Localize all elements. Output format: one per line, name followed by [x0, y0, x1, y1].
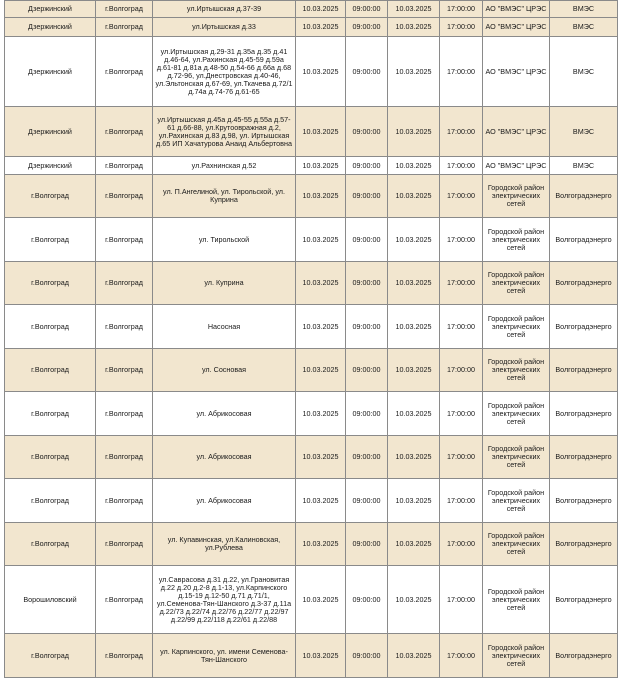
start-date-cell: 10.03.2025 [296, 18, 346, 37]
table-row [5, 479, 618, 523]
start-time-cell: 09:00:00 [346, 18, 388, 37]
district-cell: г.Волгоград [5, 175, 96, 218]
end-date-cell: 10.03.2025 [388, 392, 440, 436]
district-cell: Дзержинский [5, 107, 96, 157]
table-row [5, 436, 618, 479]
district-cell: Дзержинский [5, 18, 96, 37]
company-cell: Волгоградэнерго [550, 523, 618, 566]
start-date-cell: 10.03.2025 [296, 1, 346, 18]
end-date-cell: 10.03.2025 [388, 218, 440, 262]
end-date-cell: 10.03.2025 [388, 1, 440, 18]
settlement-cell: г.Волгоград [96, 392, 153, 436]
start-time-cell: 09:00:00 [346, 566, 388, 634]
start-time-cell: 09:00:00 [346, 37, 388, 107]
start-date-cell: 10.03.2025 [296, 523, 346, 566]
address-cell: ул. Сосновая [153, 349, 296, 392]
company-cell: Волгоградэнерго [550, 349, 618, 392]
grid-unit-cell: Городской район электрических сетей [483, 566, 550, 634]
end-time-cell: 17:00:00 [440, 107, 483, 157]
company-cell: Волгоградэнерго [550, 392, 618, 436]
start-time-cell: 09:00:00 [346, 392, 388, 436]
end-date-cell: 10.03.2025 [388, 175, 440, 218]
grid-unit-cell: Городской район электрических сетей [483, 479, 550, 523]
settlement-cell: г.Волгоград [96, 634, 153, 678]
start-date-cell: 10.03.2025 [296, 566, 346, 634]
company-cell: ВМЭС [550, 157, 618, 175]
settlement-cell: г.Волгоград [96, 523, 153, 566]
settlement-cell: г.Волгоград [96, 566, 153, 634]
settlement-cell: г.Волгоград [96, 18, 153, 37]
grid-unit-cell: Городской район электрических сетей [483, 262, 550, 305]
address-cell: ул. Куприна [153, 262, 296, 305]
start-date-cell: 10.03.2025 [296, 392, 346, 436]
district-cell: г.Волгоград [5, 305, 96, 349]
start-date-cell: 10.03.2025 [296, 436, 346, 479]
address-cell: ул. Абрикосовая [153, 392, 296, 436]
table-row [5, 262, 618, 305]
start-time-cell: 09:00:00 [346, 349, 388, 392]
end-time-cell: 17:00:00 [440, 634, 483, 678]
end-date-cell: 10.03.2025 [388, 37, 440, 107]
table-row [5, 107, 618, 157]
end-time-cell: 17:00:00 [440, 175, 483, 218]
end-time-cell: 17:00:00 [440, 18, 483, 37]
address-cell: ул. Абрикосовая [153, 479, 296, 523]
start-time-cell: 09:00:00 [346, 157, 388, 175]
end-date-cell: 10.03.2025 [388, 349, 440, 392]
start-time-cell: 09:00:00 [346, 218, 388, 262]
start-date-cell: 10.03.2025 [296, 479, 346, 523]
district-cell: Дзержинский [5, 1, 96, 18]
end-date-cell: 10.03.2025 [388, 18, 440, 37]
start-time-cell: 09:00:00 [346, 262, 388, 305]
start-date-cell: 10.03.2025 [296, 218, 346, 262]
end-time-cell: 17:00:00 [440, 262, 483, 305]
address-cell: ул. Тирольской [153, 218, 296, 262]
end-time-cell: 17:00:00 [440, 157, 483, 175]
district-cell: Ворошиловский [5, 566, 96, 634]
district-cell: г.Волгоград [5, 523, 96, 566]
address-cell: ул. Абрикосовая [153, 436, 296, 479]
address-cell: Насосная [153, 305, 296, 349]
start-date-cell: 10.03.2025 [296, 262, 346, 305]
grid-unit-cell: АО "ВМЭС" ЦРЭС [483, 107, 550, 157]
district-cell: Дзержинский [5, 157, 96, 175]
settlement-cell: г.Волгоград [96, 37, 153, 107]
end-time-cell: 17:00:00 [440, 218, 483, 262]
start-time-cell: 09:00:00 [346, 634, 388, 678]
settlement-cell: г.Волгоград [96, 262, 153, 305]
address-cell: ул.Иртышская д.37-39 [153, 1, 296, 18]
end-time-cell: 17:00:00 [440, 566, 483, 634]
district-cell: г.Волгоград [5, 634, 96, 678]
table-row [5, 349, 618, 392]
company-cell: Волгоградэнерго [550, 262, 618, 305]
settlement-cell: г.Волгоград [96, 107, 153, 157]
company-cell: Волгоградэнерго [550, 218, 618, 262]
company-cell: Волгоградэнерго [550, 436, 618, 479]
address-cell: ул.Саврасова д.31 д.22, ул.Грановитая д.22 д.20 д.2-8 д.1-13, ул.Карпинского д.15-19 д.12-50 д.71 д.71/1, ул.Семенова-Тян-Шанского д.3-37 д.11а д.22/73 д.22/74 д.22/76 д.22/77 д.22/97 д.22/99 д.22/118 д.22/61 д.22/88 [153, 566, 296, 634]
grid-unit-cell: АО "ВМЭС" ЦРЭС [483, 37, 550, 107]
table-row [5, 1, 618, 18]
end-date-cell: 10.03.2025 [388, 262, 440, 305]
table-row [5, 566, 618, 634]
grid-unit-cell: Городской район электрических сетей [483, 634, 550, 678]
address-cell: ул. Купавинская, ул.Калиновская, ул.Рублева [153, 523, 296, 566]
table-row [5, 175, 618, 218]
outage-schedule-table [4, 0, 618, 678]
start-time-cell: 09:00:00 [346, 305, 388, 349]
company-cell: ВМЭС [550, 37, 618, 107]
district-cell: г.Волгоград [5, 349, 96, 392]
grid-unit-cell: Городской район электрических сетей [483, 523, 550, 566]
end-time-cell: 17:00:00 [440, 479, 483, 523]
table-row [5, 18, 618, 37]
district-cell: г.Волгоград [5, 436, 96, 479]
company-cell: ВМЭС [550, 18, 618, 37]
start-date-cell: 10.03.2025 [296, 157, 346, 175]
end-date-cell: 10.03.2025 [388, 479, 440, 523]
start-date-cell: 10.03.2025 [296, 107, 346, 157]
settlement-cell: г.Волгоград [96, 175, 153, 218]
end-date-cell: 10.03.2025 [388, 566, 440, 634]
company-cell: Волгоградэнерго [550, 305, 618, 349]
address-cell: ул.Рахнинская д.52 [153, 157, 296, 175]
settlement-cell: г.Волгоград [96, 479, 153, 523]
address-cell: ул.Иртышская д.29-31 д.35а д.35 д.41 д.46-64, ул.Рахинская д.45-59 д.59а д.61-81 д.81а д.48-50 д.54-66 д.66а д.68 д.72-96, ул.Днестровская д.40-46, ул.Эльтонская д.67-69, ул.Ткачева д.72/1 д.74а д.74-76 д.61-65 [153, 37, 296, 107]
address-cell: ул. Карпинского, ул. имени Семенова-Тян-Шанского [153, 634, 296, 678]
end-time-cell: 17:00:00 [440, 436, 483, 479]
table-row [5, 37, 618, 107]
start-date-cell: 10.03.2025 [296, 175, 346, 218]
address-cell: ул. П.Ангелиной, ул. Тирольской, ул. Куприна [153, 175, 296, 218]
grid-unit-cell: АО "ВМЭС" ЦРЭС [483, 157, 550, 175]
start-date-cell: 10.03.2025 [296, 634, 346, 678]
settlement-cell: г.Волгоград [96, 436, 153, 479]
company-cell: Волгоградэнерго [550, 175, 618, 218]
grid-unit-cell: Городской район электрических сетей [483, 436, 550, 479]
grid-unit-cell: Городской район электрических сетей [483, 392, 550, 436]
start-time-cell: 09:00:00 [346, 1, 388, 18]
company-cell: Волгоградэнерго [550, 479, 618, 523]
address-cell: ул.Иртышская д.33 [153, 18, 296, 37]
grid-unit-cell: Городской район электрических сетей [483, 175, 550, 218]
table-row [5, 634, 618, 678]
table-row [5, 218, 618, 262]
start-time-cell: 09:00:00 [346, 479, 388, 523]
company-cell: Волгоградэнерго [550, 634, 618, 678]
end-date-cell: 10.03.2025 [388, 157, 440, 175]
start-time-cell: 09:00:00 [346, 107, 388, 157]
district-cell: г.Волгоград [5, 262, 96, 305]
end-time-cell: 17:00:00 [440, 349, 483, 392]
end-time-cell: 17:00:00 [440, 1, 483, 18]
table-row [5, 392, 618, 436]
end-time-cell: 17:00:00 [440, 523, 483, 566]
settlement-cell: г.Волгоград [96, 1, 153, 18]
settlement-cell: г.Волгоград [96, 157, 153, 175]
end-date-cell: 10.03.2025 [388, 107, 440, 157]
district-cell: г.Волгоград [5, 479, 96, 523]
start-date-cell: 10.03.2025 [296, 37, 346, 107]
address-cell: ул.Иртышская д.45а д.45-55 д.55а д.57-61 д.66-88, ул.Крутоовражная д.2, ул.Рахинская д.83 д.98, ул. Иртышская д.65 ИП Хачатурова Анаид Альбертовна [153, 107, 296, 157]
company-cell: ВМЭС [550, 1, 618, 18]
district-cell: г.Волгоград [5, 392, 96, 436]
grid-unit-cell: Городской район электрических сетей [483, 349, 550, 392]
start-date-cell: 10.03.2025 [296, 349, 346, 392]
table-body [5, 1, 618, 678]
end-time-cell: 17:00:00 [440, 37, 483, 107]
end-date-cell: 10.03.2025 [388, 436, 440, 479]
company-cell: Волгоградэнерго [550, 566, 618, 634]
start-time-cell: 09:00:00 [346, 436, 388, 479]
start-time-cell: 09:00:00 [346, 175, 388, 218]
end-time-cell: 17:00:00 [440, 392, 483, 436]
grid-unit-cell: Городской район электрических сетей [483, 218, 550, 262]
district-cell: Дзержинский [5, 37, 96, 107]
end-date-cell: 10.03.2025 [388, 634, 440, 678]
grid-unit-cell: АО "ВМЭС" ЦРЭС [483, 1, 550, 18]
end-date-cell: 10.03.2025 [388, 523, 440, 566]
table-row [5, 523, 618, 566]
grid-unit-cell: АО "ВМЭС" ЦРЭС [483, 18, 550, 37]
end-time-cell: 17:00:00 [440, 305, 483, 349]
settlement-cell: г.Волгоград [96, 305, 153, 349]
start-time-cell: 09:00:00 [346, 523, 388, 566]
company-cell: ВМЭС [550, 107, 618, 157]
end-date-cell: 10.03.2025 [388, 305, 440, 349]
table-row [5, 157, 618, 175]
settlement-cell: г.Волгоград [96, 218, 153, 262]
start-date-cell: 10.03.2025 [296, 305, 346, 349]
table-row [5, 305, 618, 349]
district-cell: г.Волгоград [5, 218, 96, 262]
settlement-cell: г.Волгоград [96, 349, 153, 392]
grid-unit-cell: Городской район электрических сетей [483, 305, 550, 349]
